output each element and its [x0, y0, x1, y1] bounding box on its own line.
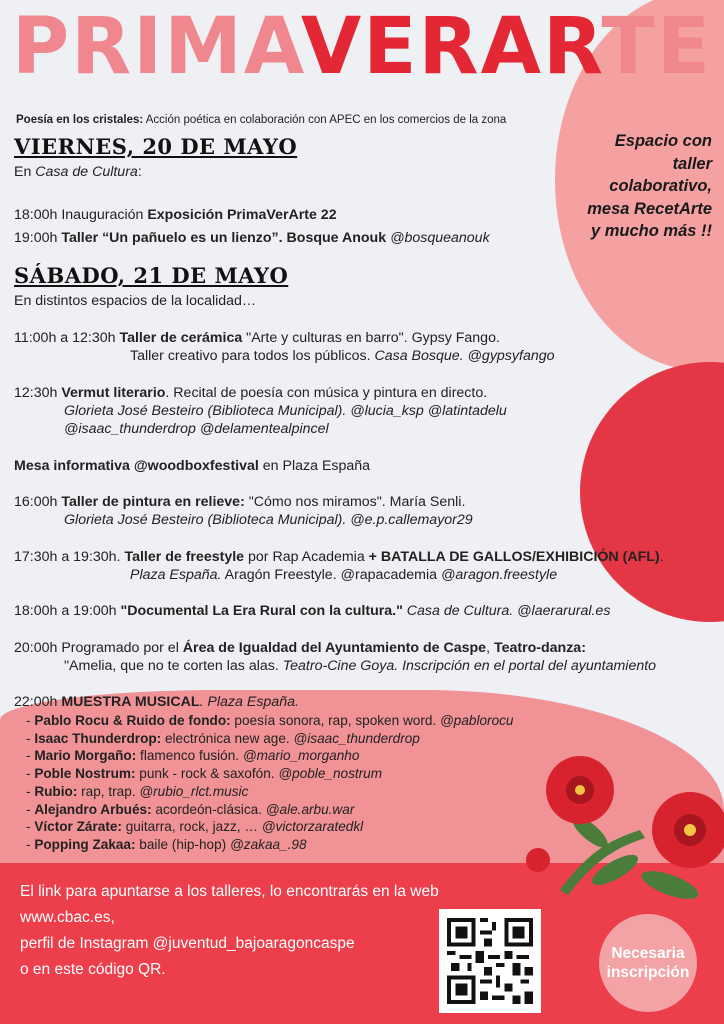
- event-vermut-place: Glorieta José Besteiro (Biblioteca Municipal). @lucia_ksp @latintadelu: [64, 403, 507, 419]
- event-time: 17:30h a 19:30h.: [14, 549, 125, 565]
- artist-name: Rubio:: [34, 783, 78, 799]
- event-mesa: [14, 457, 370, 475]
- event-time: 22:00h: [14, 694, 62, 710]
- event-time: 18:00h Inauguración: [14, 207, 148, 223]
- intro-label: Poesía en los cristales:: [16, 114, 144, 126]
- lineup-item: - Mario Morgaño: flamenco fusión. @mario_morganho: [26, 748, 360, 764]
- event-title: Mesa informativa @woodboxfestival: [14, 458, 259, 474]
- artist-name: Isaac Thunderdrop:: [34, 730, 162, 746]
- red-flower-icon: [520, 720, 724, 920]
- event-title: Teatro-danza:: [493, 640, 586, 656]
- artist-genre: punk - rock & saxofón.: [135, 766, 279, 782]
- lineup-item: - Alejandro Arbués: acordeón-clásica. @ale.arbu.war: [26, 801, 355, 817]
- saturday-heading: SÁBADO, 21 DE MAYO: [14, 263, 289, 288]
- lineup-item: - Isaac Thunderdrop: electrónica new age. @isaac_thunderdrop: [26, 730, 420, 746]
- event-desc: Aragón Freestyle. @rapacademia: [221, 567, 441, 583]
- qr-code-graphic: [439, 909, 541, 1013]
- event-title: Taller de cerámica: [119, 330, 243, 346]
- artist-genre: guitarra, rock, jazz, …: [121, 819, 262, 835]
- event-title: Área de Igualdad del Ayuntamiento de Caspe: [182, 640, 487, 656]
- event-ceramica: [14, 329, 500, 347]
- lineup-item: - Rubio: rap, trap. @rubio_rlct.music: [26, 783, 249, 799]
- event-vermut-handles: @isaac_thunderdrop @delamentealpincel: [64, 421, 329, 437]
- event-handle: @bosqueanouk: [386, 230, 490, 246]
- footer-instagram[interactable]: perfil de Instagram @juventud_bajoaragoncaspe: [20, 935, 355, 952]
- text: .: [659, 549, 664, 565]
- event-desc: "Arte y culturas en barro". Gypsy Fango.: [242, 330, 500, 346]
- event-handle: @aragon.freestyle: [440, 567, 558, 583]
- footer-line: o en este código QR.: [20, 961, 166, 978]
- intro-text: Acción poética en colaboración con APEC en los comercios de la zona: [143, 114, 507, 126]
- badge-line: inscripción: [606, 964, 690, 981]
- footer-info: [20, 879, 439, 983]
- artist-genre: flamenco fusión.: [136, 748, 243, 764]
- music-lineup: [26, 712, 514, 854]
- event-title: Taller “Un pañuelo es un lienzo”. Bosque Anouk: [61, 230, 387, 246]
- artist-handle: @pablorocu: [439, 713, 514, 728]
- event-desc: por Rap Academia: [244, 549, 369, 565]
- event-title: "Documental La Era Rural con la cultura.": [120, 603, 403, 619]
- artist-genre: rap, trap.: [77, 783, 140, 799]
- callout-line: Espacio con: [614, 132, 712, 150]
- event-desc: . Recital de poesía con música y pintura en directo.: [165, 385, 488, 401]
- event-pintura-place: Glorieta José Besteiro (Biblioteca Municipal). @e.p.callemayor29: [64, 512, 473, 528]
- event-ceramica-detail: [14, 347, 555, 365]
- event-desc: "Cómo nos miramos". María Senli.: [244, 494, 466, 510]
- event-title: Exposición PrimaVerArte 22: [147, 207, 337, 223]
- artist-genre: baile (hip-hop): [135, 836, 230, 852]
- friday-place: [14, 163, 142, 181]
- callout-line: y mucho más !!: [590, 222, 712, 240]
- event-pintura: [14, 493, 465, 511]
- event-desc: Taller creativo para todos los públicos.: [130, 348, 375, 364]
- qr-code-icon[interactable]: [439, 909, 541, 1013]
- text: En: [14, 164, 36, 180]
- artist-genre: poesía sonora, rap, spoken word.: [230, 713, 440, 728]
- event-time: 19:00h: [14, 230, 62, 246]
- event-title: Vermut literario: [61, 385, 166, 401]
- event-time: 16:00h: [14, 494, 62, 510]
- event-place: Casa Bosque. @gypsyfango: [374, 348, 555, 364]
- friday-event-2: [14, 229, 490, 247]
- event-desc: en Plaza España: [258, 458, 371, 474]
- event-freestyle-place: [14, 566, 557, 584]
- place-name: Casa de Cultura: [35, 164, 138, 180]
- callout-line: colaborativo,: [609, 177, 712, 195]
- friday-heading: VIERNES, 20 DE MAYO: [14, 134, 298, 159]
- event-time: 12:30h: [14, 385, 62, 401]
- registration-badge: [599, 914, 697, 1012]
- artist-genre: electrónica new age.: [161, 730, 294, 746]
- title-part-verar: VERAR: [300, 2, 602, 92]
- lineup-item: - Pablo Rocu & Ruido de fondo: poesía sonora, rap, spoken word. @pablorocu: [26, 713, 514, 728]
- event-title: MUESTRA MUSICAL: [61, 694, 200, 710]
- text: :: [137, 164, 142, 180]
- event-time: 20:00h Programado por el: [14, 640, 183, 656]
- footer-web-link[interactable]: www.cbac.es,: [20, 909, 115, 926]
- artist-handle: @zakaa_.98: [229, 836, 307, 852]
- event-vermut: [14, 384, 487, 402]
- artist-handle: @poble_nostrum: [278, 766, 383, 782]
- badge-line: Necesaria: [611, 945, 685, 962]
- lineup-item: - Poble Nostrum: punk - rock & saxofón. @poble_nostrum: [26, 766, 383, 782]
- artist-genre: acordeón-clásica.: [151, 801, 266, 817]
- artist-name: Pablo Rocu & Ruido de fondo:: [34, 713, 231, 728]
- artist-handle: @ale.arbu.war: [265, 801, 355, 817]
- event-title: Taller de pintura en relieve:: [61, 494, 245, 510]
- event-title: + BATALLA DE GALLOS/EXHIBICIÓN (AFL): [368, 549, 660, 565]
- footer-line: El link para apuntarse a los talleres, lo encontrarás en la web: [20, 883, 439, 900]
- saturday-subtitle: En distintos espacios de la localidad…: [14, 293, 257, 309]
- artist-handle: @mario_morganho: [242, 748, 360, 764]
- lineup-item: - Popping Zakaa: baile (hip-hop) @zakaa_.98: [26, 836, 307, 852]
- event-time: 18:00h a 19:00h: [14, 603, 121, 619]
- event-place: Casa de Cultura. @laerarural.es: [402, 603, 611, 619]
- event-place: Plaza España.: [130, 567, 222, 583]
- title-part-prima: PRIMA: [11, 2, 301, 92]
- artist-name: Alejandro Arbués:: [34, 801, 152, 817]
- espacio-callout: [560, 130, 712, 243]
- artist-name: Mario Morgaño:: [34, 748, 137, 764]
- event-place: . Plaza España.: [199, 694, 299, 710]
- artist-name: Poble Nostrum:: [34, 766, 136, 782]
- artist-handle: @rubio_rlct.music: [139, 783, 249, 799]
- event-teatro: [14, 639, 586, 657]
- event-muestra-musical: [14, 693, 299, 711]
- red-circle-decoration: [580, 362, 724, 622]
- event-title: Taller de freestyle: [124, 549, 245, 565]
- event-freestyle: [14, 548, 664, 566]
- event-desc: "Amelia, que no te corten las alas.: [64, 658, 283, 674]
- event-documental: [14, 602, 610, 620]
- event-time: 11:00h a 12:30h: [14, 330, 120, 346]
- event-teatro-detail: [14, 657, 656, 675]
- text: ,: [486, 640, 494, 656]
- callout-line: mesa RecetArte: [587, 199, 712, 218]
- callout-line: taller: [672, 154, 712, 173]
- title-part-te: TE: [601, 2, 713, 92]
- poster-title: [0, 2, 724, 92]
- artist-handle: @victorzaratedkl: [261, 819, 364, 835]
- artist-handle: @isaac_thunderdrop: [293, 730, 420, 746]
- artist-name: Popping Zakaa:: [34, 836, 136, 852]
- friday-event-1: [14, 206, 337, 224]
- artist-name: Víctor Zárate:: [34, 819, 122, 835]
- intro-line: [16, 111, 506, 129]
- event-place: Teatro-Cine Goya. Inscripción en el portal del ayuntamiento: [282, 658, 657, 674]
- lineup-item: - Víctor Zárate: guitarra, rock, jazz, … @victorzaratedkl: [26, 819, 364, 835]
